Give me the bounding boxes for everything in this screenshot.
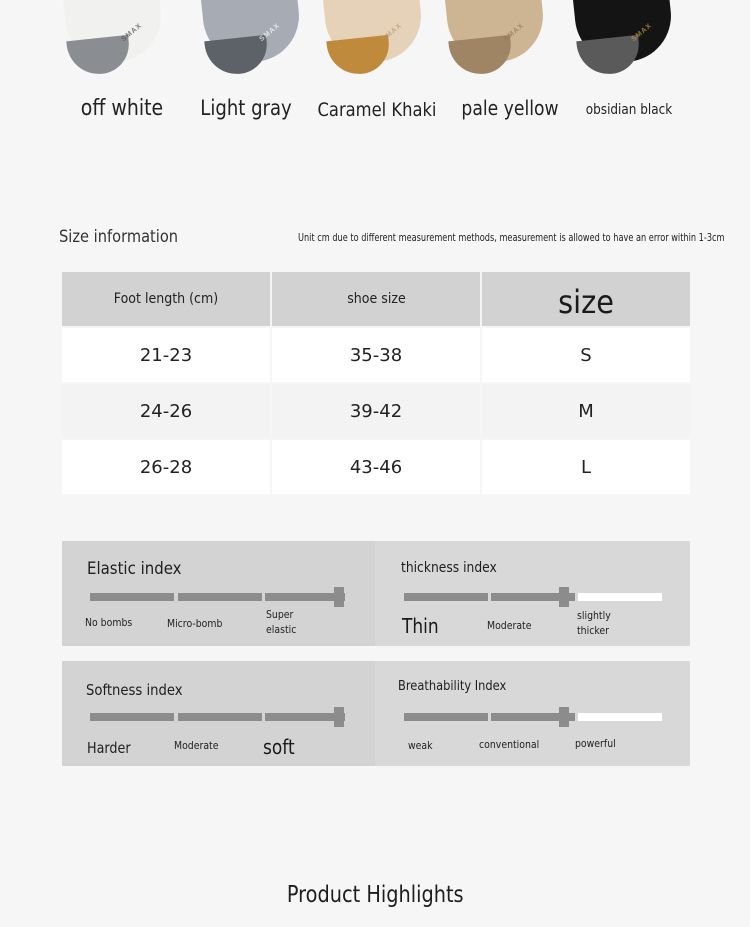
sock-brand-mark: SMAX (380, 22, 404, 44)
sock-brand-mark: SMAX (120, 22, 144, 44)
size-measurement-note: Unit cm due to different measurement methods, measurement is allowed to have an error within 1-3cm (298, 232, 725, 244)
breathability-label-high: powerful (575, 737, 616, 750)
sock-heel (326, 35, 391, 77)
size-value: S (580, 344, 592, 366)
elastic-index-indicator (334, 587, 344, 607)
thickness-label-low: Thin (402, 614, 439, 638)
softness-label-high: soft (263, 735, 295, 759)
foot-length-value: 26-28 (139, 456, 193, 478)
table-header-cell (62, 272, 270, 326)
breathability-index-title: Breathability Index (398, 679, 507, 694)
foot-length-value: 24-26 (139, 400, 193, 422)
color-label-off-white: off white (80, 96, 164, 121)
sock-color-row (0, 0, 750, 140)
table-cell (482, 440, 690, 494)
thickness-index-indicator (559, 587, 569, 607)
size-value: M (578, 400, 594, 422)
thickness-index (375, 541, 690, 646)
color-label-obsidian-black: obsidian black (585, 102, 673, 118)
sock-heel (66, 35, 131, 77)
color-label-pale-yellow: pale yellow (461, 96, 559, 120)
thickness-label-high: slightly thicker (577, 609, 611, 637)
softness-index-indicator (334, 707, 344, 727)
shoe-size-value: 43-46 (349, 456, 403, 478)
table-cell (272, 384, 480, 438)
table-row (62, 384, 690, 438)
breathability-label-mid: conventional (479, 738, 540, 751)
table-cell (272, 440, 480, 494)
table-header-row (62, 272, 690, 326)
elastic-label-low: No bombs (85, 616, 133, 629)
breathability-index (375, 661, 690, 766)
thickness-label-mid: Moderate (487, 619, 532, 632)
header-foot-length: Foot length (cm) (113, 291, 219, 307)
foot-length-value: 21-23 (139, 344, 193, 366)
elastic-index (62, 541, 375, 646)
table-cell (482, 328, 690, 382)
sock-heel (576, 35, 641, 77)
sock-heel (448, 35, 513, 77)
index-panel-softness-breathability (62, 661, 690, 766)
softness-label-low: Harder (87, 739, 131, 757)
index-panel-elastic-thickness (62, 541, 690, 646)
color-label-caramel-khaki: Caramel Khaki (317, 99, 437, 121)
sock-heel (204, 35, 269, 77)
softness-label-mid: Moderate (174, 739, 219, 752)
table-row (62, 328, 690, 382)
table-cell (62, 328, 270, 382)
table-header-cell (482, 272, 690, 326)
table-row (62, 440, 690, 494)
size-table (62, 272, 690, 494)
table-cell (62, 440, 270, 494)
thickness-index-title: thickness index (401, 560, 497, 576)
softness-index-title: Softness index (86, 681, 183, 699)
breathability-index-track (404, 713, 662, 721)
table-cell (272, 328, 480, 382)
breathability-label-low: weak (408, 739, 433, 752)
breathability-index-indicator (559, 707, 569, 727)
elastic-index-track (90, 593, 348, 601)
header-size: size (558, 283, 614, 321)
color-label-light-gray: Light gray (200, 96, 292, 120)
product-highlights-heading (0, 882, 750, 908)
table-header-cell (272, 272, 480, 326)
size-information-title: Size information (59, 227, 179, 247)
shoe-size-value: 39-42 (349, 400, 403, 422)
elastic-label-high: Super elastic (266, 608, 297, 636)
table-cell (482, 384, 690, 438)
sock-brand-mark: SMAX (502, 22, 526, 44)
product-highlights-title: Product Highlights (286, 882, 464, 908)
sock-brand-mark: SMAX (258, 22, 282, 44)
softness-index (62, 661, 375, 766)
size-value: L (580, 456, 592, 478)
elastic-index-title: Elastic index (87, 559, 182, 579)
header-shoe-size: shoe size (346, 291, 406, 307)
elastic-label-mid: Micro-bomb (167, 617, 223, 630)
shoe-size-value: 35-38 (349, 344, 403, 366)
sock-brand-mark: SMAX (630, 22, 654, 44)
softness-index-track (90, 713, 348, 721)
thickness-index-track (404, 593, 662, 601)
table-cell (62, 384, 270, 438)
